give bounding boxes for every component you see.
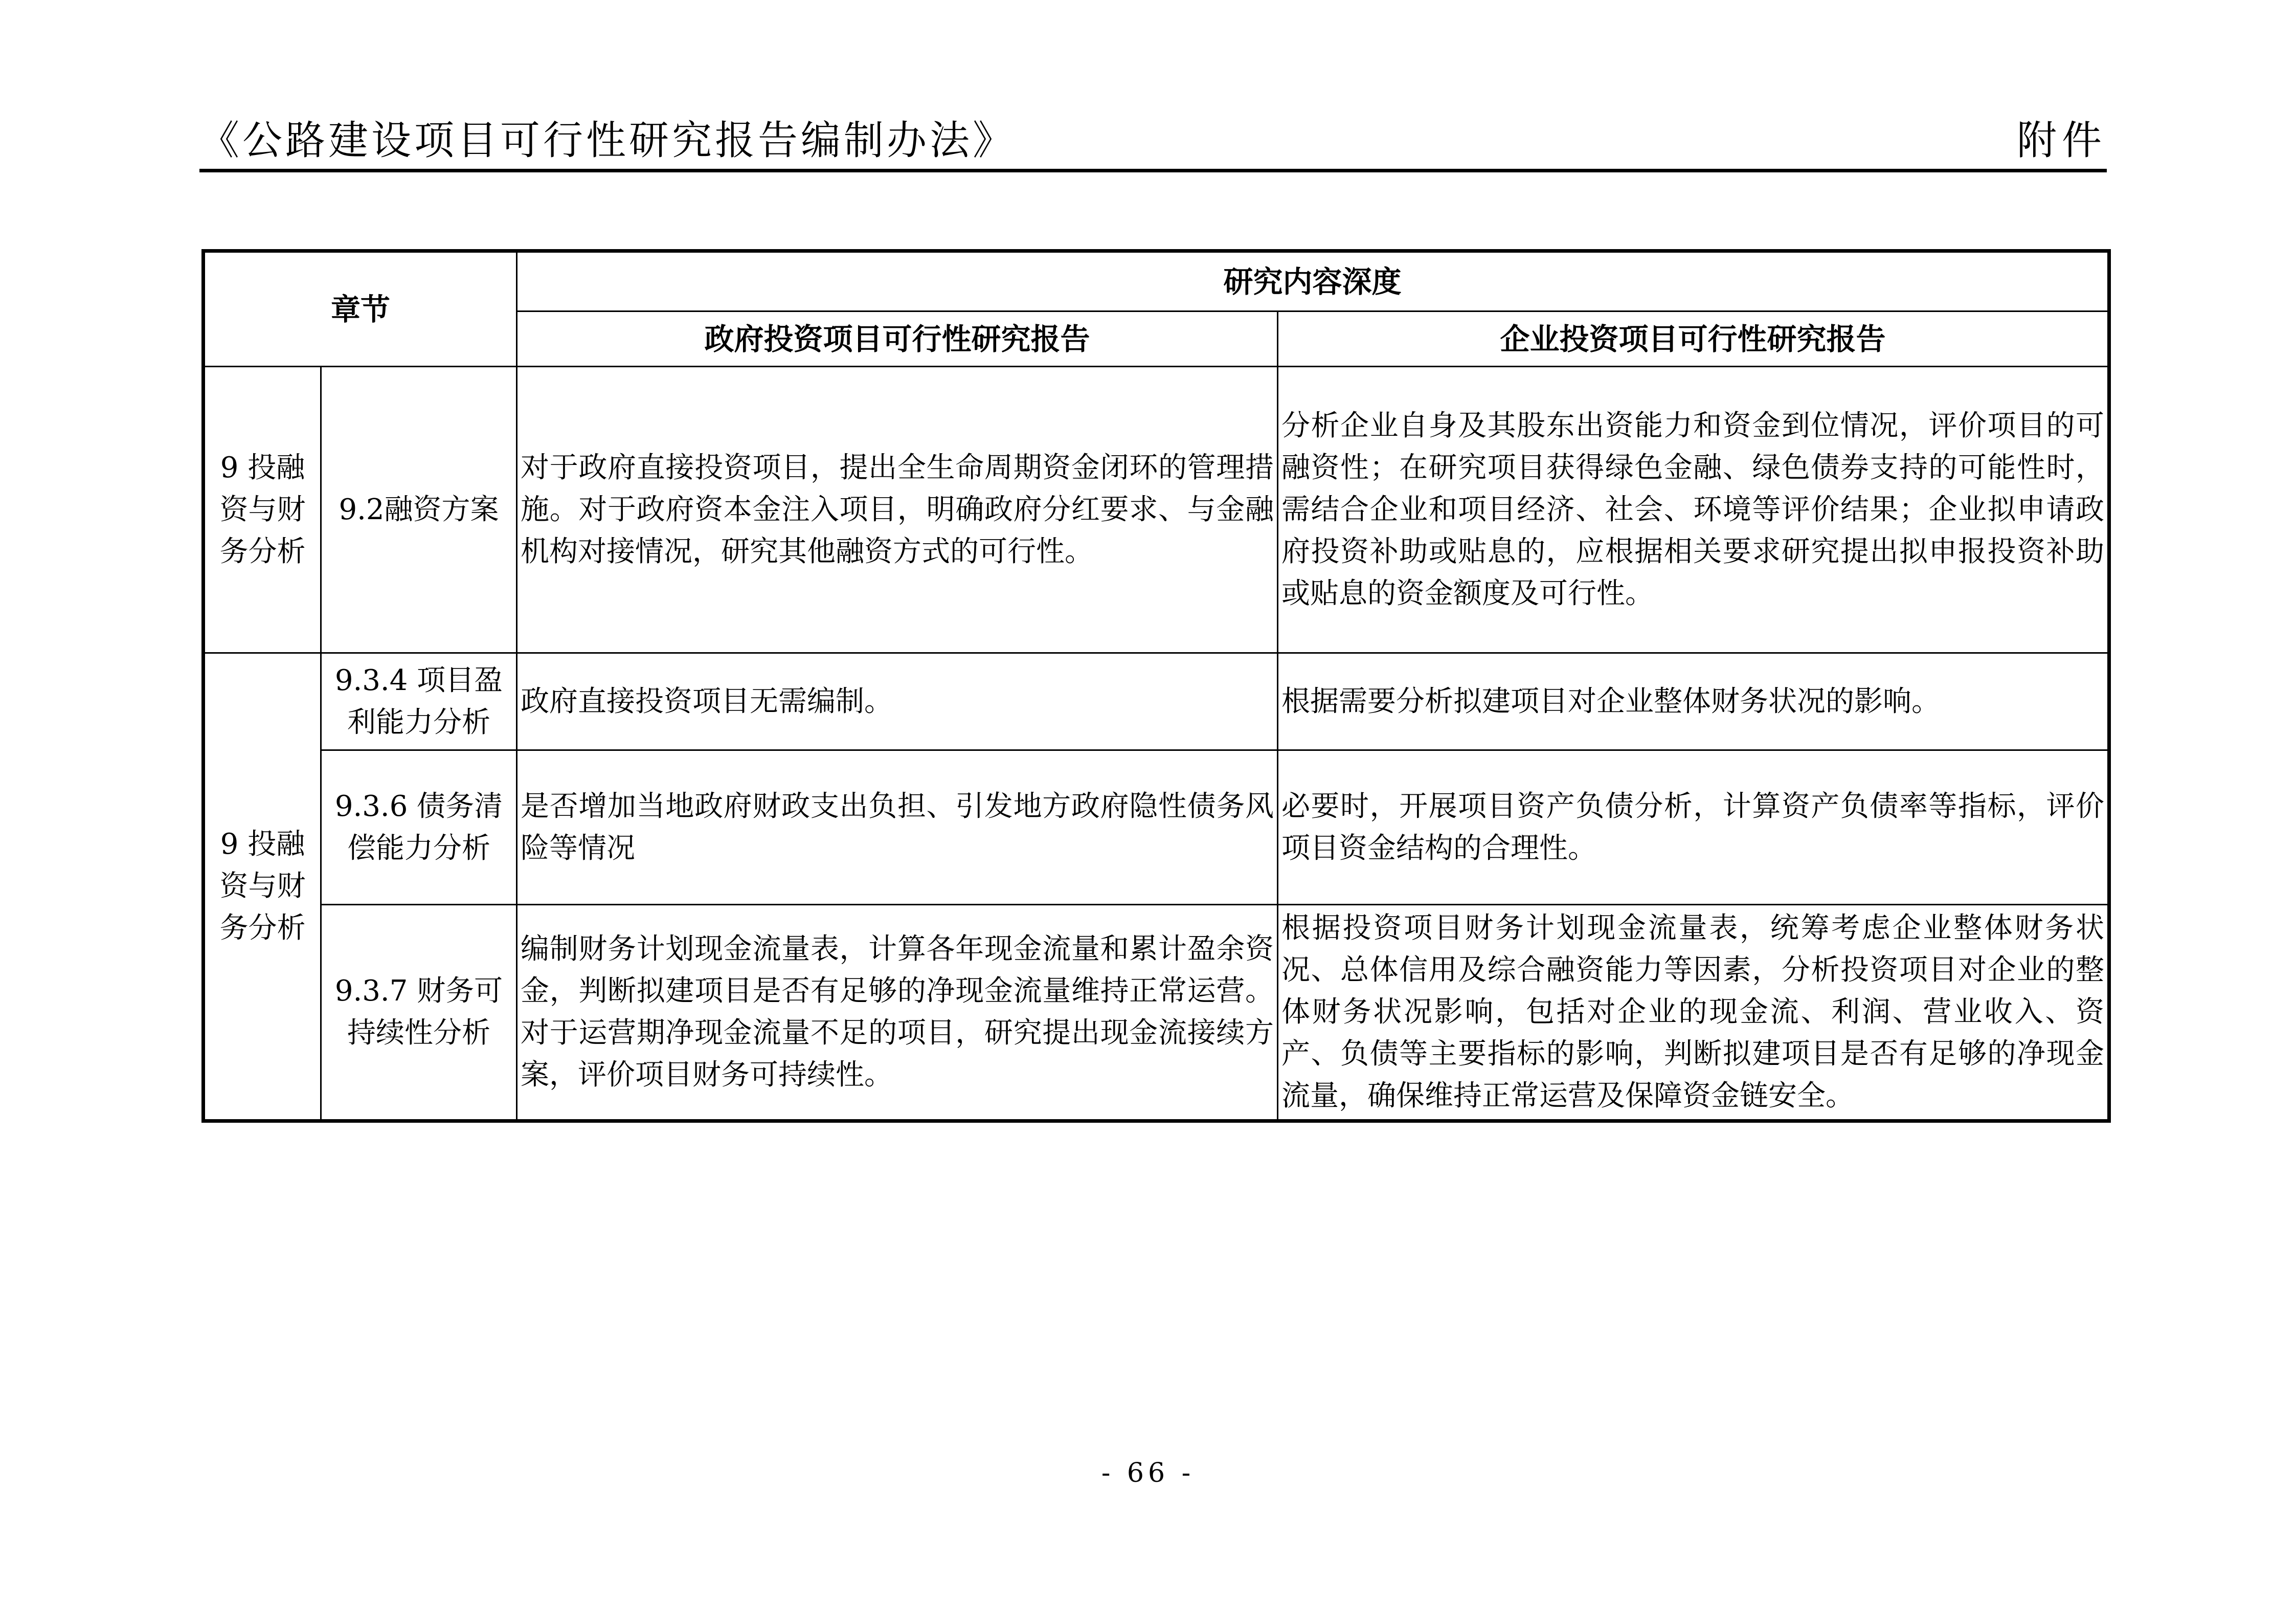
- header-government-report: 政府投资项目可行性研究报告: [517, 312, 1278, 367]
- government-content-cell: 是否增加当地政府财政支出负担、引发地方政府隐性债务风险等情况: [517, 750, 1278, 905]
- table-row: [204, 905, 2109, 1121]
- section-cell: 9.3.4 项目盈利能力分析: [321, 653, 517, 750]
- table-row: [204, 750, 2109, 905]
- research-depth-table: [201, 249, 2111, 1123]
- table-row: [204, 653, 2109, 750]
- enterprise-content-cell: 根据投资项目财务计划现金流量表，统筹考虑企业整体财务状况、总体信用及综合融资能力等因素，分析投资项目对企业的整体财务状况影响，包括对企业的现金流、利润、营业收入、资产、负债等主要指标的影响，判断拟建项目是否有足够的净现金流量，确保维持正常运营及保障资金链安全。: [1278, 905, 2109, 1121]
- section-cell: 9.2融资方案: [321, 367, 517, 653]
- table-row: [204, 367, 2109, 653]
- section-cell: 9.3.7 财务可持续性分析: [321, 905, 517, 1121]
- enterprise-content-cell: 根据需要分析拟建项目对企业整体财务状况的影响。: [1278, 653, 2109, 750]
- page-number: - 66 -: [1101, 1458, 1195, 1488]
- section-cell: 9.3.6 债务清偿能力分析: [321, 750, 517, 905]
- header-research-depth: 研究内容深度: [517, 251, 2109, 312]
- header-chapter: 章节: [204, 251, 517, 367]
- chapter-cell: 9 投融资与财务分析: [204, 367, 321, 653]
- header-row-top: [204, 251, 2109, 312]
- government-content-cell: 政府直接投资项目无需编制。: [517, 653, 1278, 750]
- government-content-cell: 对于政府直接投资项目，提出全生命周期资金闭环的管理措施。对于政府资本金注入项目，明确政府分红要求、与金融机构对接情况，研究其他融资方式的可行性。: [517, 367, 1278, 653]
- enterprise-content-cell: 必要时，开展项目资产负债分析，计算资产负债率等指标，评价项目资金结构的合理性。: [1278, 750, 2109, 905]
- header-enterprise-report: 企业投资项目可行性研究报告: [1278, 312, 2109, 367]
- document-title: 《公路建设项目可行性研究报告编制办法》: [199, 118, 1016, 164]
- chapter-cell: 9 投融资与财务分析: [204, 653, 321, 1121]
- attachment-label: 附件: [2016, 118, 2107, 164]
- page-header: [199, 113, 2107, 172]
- government-content-cell: 编制财务计划现金流量表，计算各年现金流量和累计盈余资金，判断拟建项目是否有足够的净现金流量维持正常运营。对于运营期净现金流量不足的项目，研究提出现金流接续方案，评价项目财务可持续性。: [517, 905, 1278, 1121]
- enterprise-content-cell: 分析企业自身及其股东出资能力和资金到位情况，评价项目的可融资性；在研究项目获得绿色金融、绿色债券支持的可能性时，需结合企业和项目经济、社会、环境等评价结果；企业拟申请政府投资补助或贴息的，应根据相关要求研究提出拟申报投资补助或贴息的资金额度及可行性。: [1278, 367, 2109, 653]
